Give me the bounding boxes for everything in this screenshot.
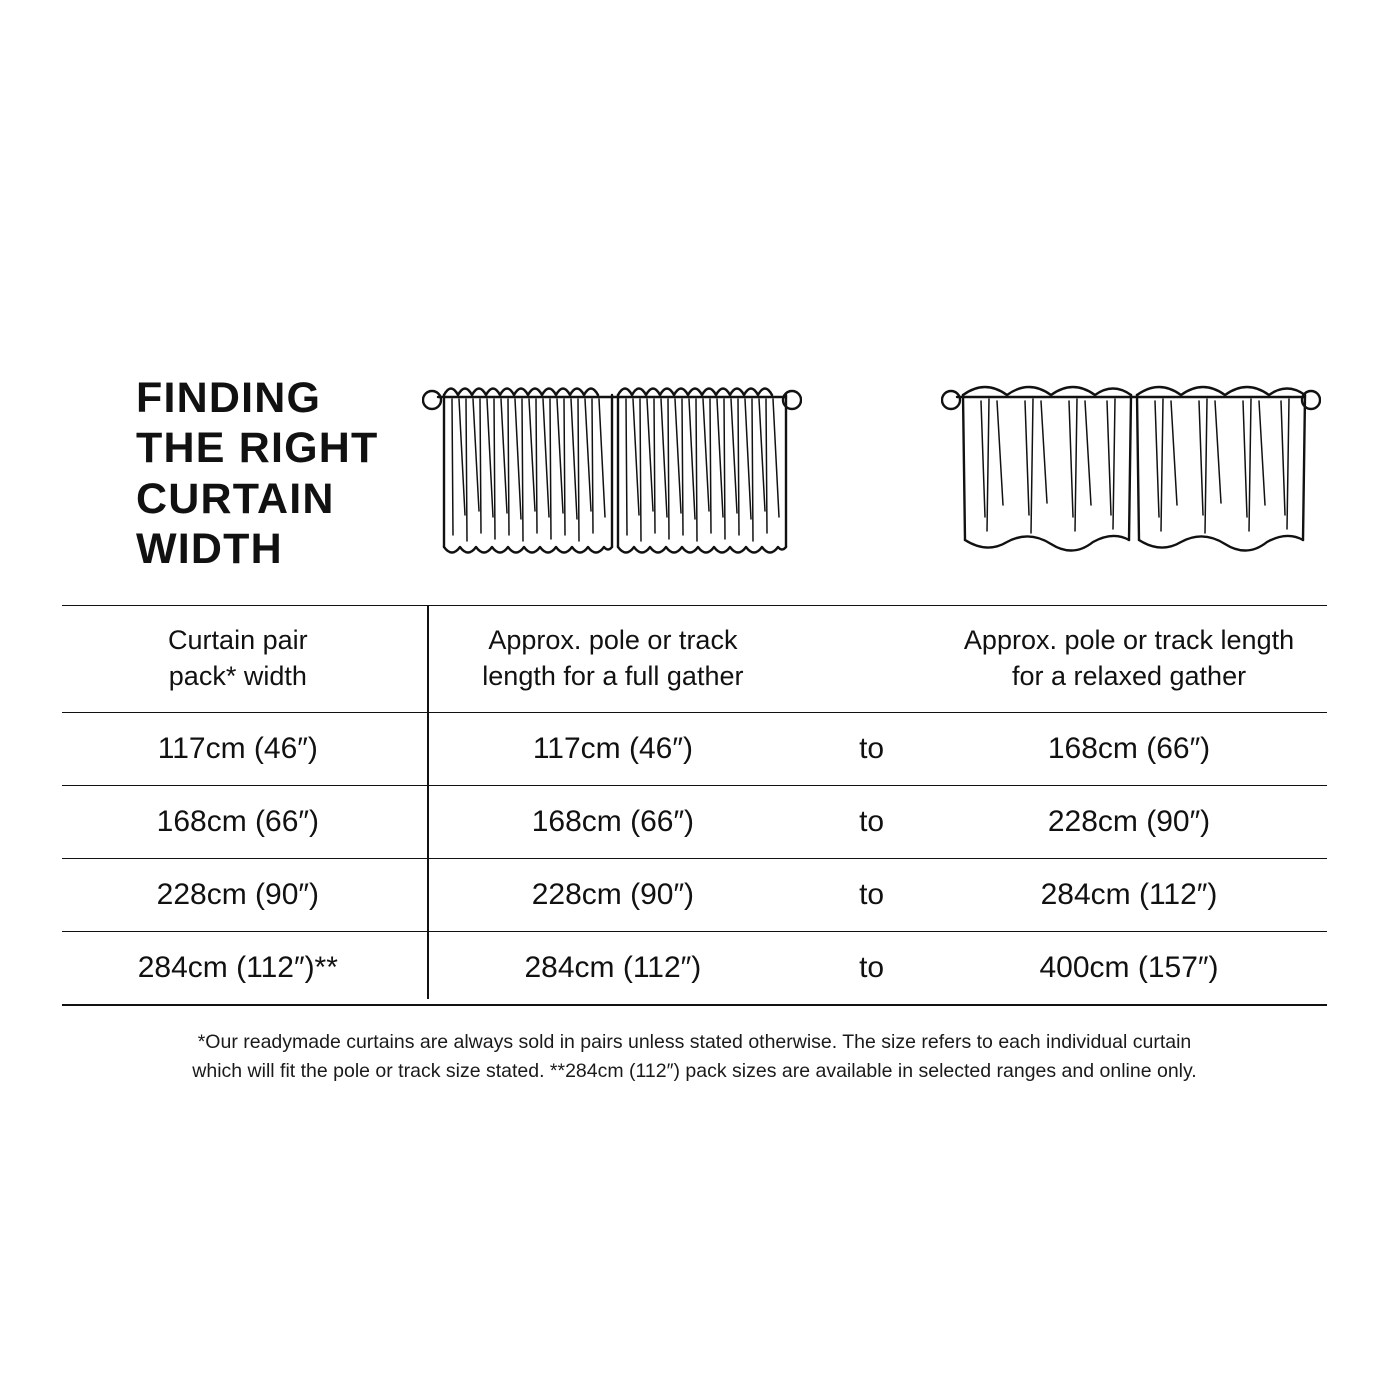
cell-full-gather: 168cm (66″) (414, 786, 812, 859)
header-full-gather (414, 606, 812, 713)
table-row (62, 932, 1327, 1005)
footnote (62, 1028, 1327, 1087)
full-gather-curtain-illustration (422, 365, 802, 580)
table-body (62, 713, 1327, 1005)
table-bottom-rule (62, 1004, 1327, 1006)
footnote-line-2: which will fit the pole or track size stated. **284cm (112″) pack sizes are available in selected ranges and online only. (192, 1059, 1197, 1082)
header-full-gather-line-2: length for a full gather (482, 661, 744, 691)
cell-full-gather: 228cm (90″) (414, 859, 812, 932)
cell-full-gather: 117cm (46″) (414, 713, 812, 786)
page-title-line-2: THE RIGHT (136, 424, 379, 473)
cell-pack-width: 284cm (112″)** (62, 932, 414, 1005)
header-relaxed-gather-line-1: Approx. pole or track length (963, 625, 1295, 656)
curtain-width-table (62, 605, 1327, 1004)
page-title (62, 355, 422, 574)
cell-full-gather: 284cm (112″) (414, 932, 812, 1005)
column-divider (427, 605, 429, 999)
cell-pack-width: 228cm (90″) (62, 859, 414, 932)
relaxed-gather-curtain-illustration (941, 365, 1321, 580)
table-header (62, 606, 1327, 713)
illustration-group (422, 355, 1327, 580)
cell-pack-width: 117cm (46″) (62, 713, 414, 786)
page-title-line-1: FINDING (136, 374, 322, 422)
table-row (62, 713, 1327, 786)
cell-to: to (812, 859, 931, 932)
header-pack-width (62, 606, 414, 713)
cell-to: to (812, 932, 931, 1005)
table-header-row (62, 606, 1327, 713)
page-title-line-3: CURTAIN (136, 474, 335, 523)
header-full-gather-line-1: Approx. pole or track (488, 625, 738, 656)
cell-relaxed-gather: 284cm (112″) (931, 859, 1327, 932)
cell-relaxed-gather: 228cm (90″) (931, 786, 1327, 859)
size-guide-content (62, 355, 1327, 1086)
header-row (62, 355, 1327, 605)
cell-to: to (812, 713, 931, 786)
page-title-line-4: WIDTH (136, 524, 283, 573)
header-pack-width-line-2: pack* width (168, 661, 307, 691)
table-row (62, 859, 1327, 932)
cell-to: to (812, 786, 931, 859)
cell-relaxed-gather: 168cm (66″) (931, 713, 1327, 786)
header-spacer (812, 606, 931, 713)
footnote-line-1: *Our readymade curtains are always sold in pairs unless stated otherwise. The size refers to each individual curtain (197, 1030, 1192, 1053)
cell-relaxed-gather: 400cm (157″) (931, 932, 1327, 1005)
table-row (62, 786, 1327, 859)
header-relaxed-gather (931, 606, 1327, 713)
header-pack-width-line-1: Curtain pair (168, 625, 308, 656)
cell-pack-width: 168cm (66″) (62, 786, 414, 859)
header-relaxed-gather-line-2: for a relaxed gather (1011, 661, 1247, 691)
